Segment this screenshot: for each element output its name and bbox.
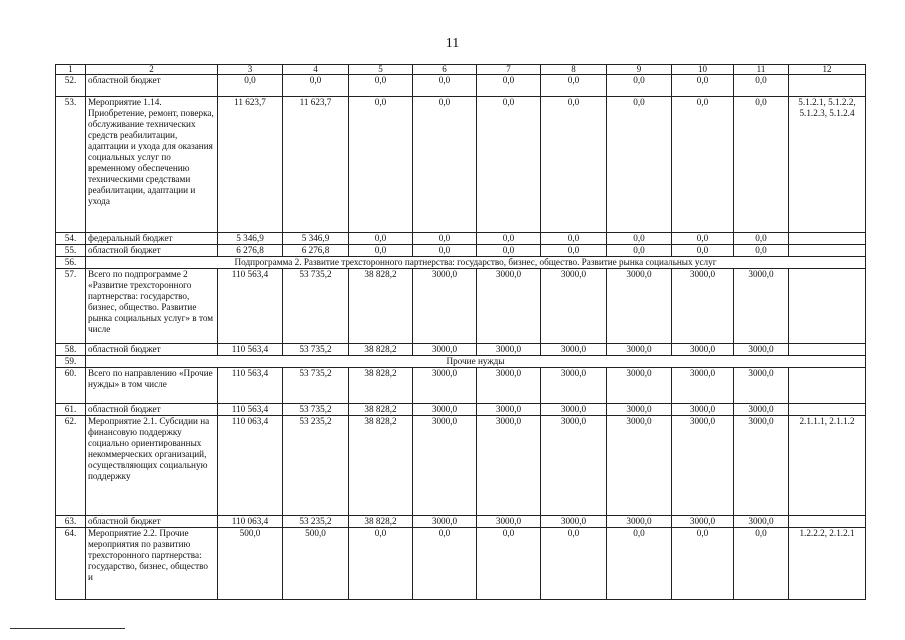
amount-cell: 0,0 [672,97,734,233]
indicator-codes: 2.1.1.1, 2.1.1.2 [789,416,866,516]
amount-cell: 0,0 [413,97,477,233]
amount-cell: 0,0 [349,233,413,245]
amount-cell: 3000,0 [477,416,541,516]
column-number: 5 [349,65,413,75]
amount-cell: 0,0 [607,245,672,257]
budget-table [55,64,866,600]
amount-cell: 3000,0 [477,404,541,416]
amount-cell: 3000,0 [477,368,541,404]
row-description: федеральный бюджет [86,233,218,245]
amount-cell: 3000,0 [413,416,477,516]
column-number: 2 [86,65,218,75]
amount-cell: 3000,0 [734,368,789,404]
table-row [56,75,866,97]
amount-cell: 3000,0 [672,269,734,344]
amount-cell: 0,0 [541,233,607,245]
amount-cell: 3000,0 [607,404,672,416]
row-description: областной бюджет [86,404,218,416]
amount-cell: 3000,0 [477,269,541,344]
amount-cell: 6 276,8 [283,245,349,257]
table-row [56,416,866,516]
indicator-codes [789,245,866,257]
amount-cell: 3000,0 [413,368,477,404]
amount-cell: 3000,0 [672,368,734,404]
indicator-codes [789,368,866,404]
amount-cell: 0,0 [541,245,607,257]
footnote-separator [10,628,125,629]
amount-cell: 38 828,2 [349,269,413,344]
amount-cell: 110 563,4 [218,344,283,356]
row-number: 59. [56,356,86,368]
amount-cell: 500,0 [218,528,283,600]
amount-cell: 3000,0 [541,404,607,416]
amount-cell: 38 828,2 [349,516,413,528]
amount-cell: 38 828,2 [349,368,413,404]
amount-cell: 11 623,7 [218,97,283,233]
indicator-codes [789,404,866,416]
amount-cell: 3000,0 [672,404,734,416]
amount-cell: 3000,0 [672,516,734,528]
amount-cell: 3000,0 [734,344,789,356]
amount-cell: 500,0 [283,528,349,600]
amount-cell: 110 563,4 [218,404,283,416]
amount-cell: 0,0 [349,75,413,97]
amount-cell: 3000,0 [413,269,477,344]
row-number: 52. [56,75,86,97]
column-number: 6 [413,65,477,75]
table-row [56,516,866,528]
amount-cell: 0,0 [349,245,413,257]
amount-cell: 3000,0 [607,516,672,528]
amount-cell: 0,0 [283,75,349,97]
column-number: 9 [607,65,672,75]
column-number-row [56,65,866,75]
indicator-codes [789,344,866,356]
indicator-codes: 5.1.2.1, 5.1.2.2, 5.1.2.3, 5.1.2.4 [789,97,866,233]
amount-cell: 3000,0 [541,416,607,516]
table-row [56,245,866,257]
amount-cell: 3000,0 [672,416,734,516]
row-description: областной бюджет [86,245,218,257]
amount-cell: 0,0 [477,528,541,600]
row-description: Всего по подпрограмме 2 «Развитие трехсторонного партнерства: государство, бизнес, общество. Развитие рынка социальных услуг» в том числе [86,269,218,344]
amount-cell: 0,0 [541,528,607,600]
amount-cell: 0,0 [477,75,541,97]
amount-cell: 3000,0 [607,269,672,344]
amount-cell: 53 735,2 [283,404,349,416]
amount-cell: 3000,0 [607,416,672,516]
amount-cell: 0,0 [734,97,789,233]
amount-cell: 38 828,2 [349,416,413,516]
amount-cell: 3000,0 [541,516,607,528]
amount-cell: 11 623,7 [283,97,349,233]
amount-cell: 0,0 [413,75,477,97]
indicator-codes [789,269,866,344]
amount-cell: 0,0 [672,245,734,257]
row-number: 64. [56,528,86,600]
table-row [56,97,866,233]
amount-cell: 0,0 [477,97,541,233]
amount-cell: 5 346,9 [218,233,283,245]
row-description: областной бюджет [86,516,218,528]
row-number: 61. [56,404,86,416]
amount-cell: 0,0 [607,528,672,600]
amount-cell: 110 563,4 [218,269,283,344]
amount-cell: 3000,0 [413,516,477,528]
amount-cell: 3000,0 [477,344,541,356]
amount-cell: 3000,0 [607,368,672,404]
amount-cell: 0,0 [413,233,477,245]
amount-cell: 0,0 [477,245,541,257]
amount-cell: 3000,0 [541,368,607,404]
table-row [56,269,866,344]
amount-cell: 38 828,2 [349,404,413,416]
amount-cell: 3000,0 [734,404,789,416]
row-number: 56. [56,257,86,269]
amount-cell: 3000,0 [477,516,541,528]
table-row [56,344,866,356]
section-row [56,257,866,269]
column-number: 3 [218,65,283,75]
amount-cell: 0,0 [541,97,607,233]
row-description: Всего по направлению «Прочие нужды» в том числе [86,368,218,404]
amount-cell: 0,0 [607,233,672,245]
row-number: 60. [56,368,86,404]
row-description: Мероприятие 2.1. Субсидии на финансовую поддержку социально ориентированных некоммерческих организаций, осуществляющих социальную поддержку [86,416,218,516]
amount-cell: 38 828,2 [349,344,413,356]
row-number: 63. [56,516,86,528]
row-number: 57. [56,269,86,344]
amount-cell: 3000,0 [734,416,789,516]
amount-cell: 6 276,8 [218,245,283,257]
amount-cell: 3000,0 [607,344,672,356]
amount-cell: 0,0 [734,75,789,97]
row-description: областной бюджет [86,344,218,356]
amount-cell: 3000,0 [734,269,789,344]
amount-cell: 3000,0 [734,516,789,528]
amount-cell: 0,0 [349,528,413,600]
column-number: 10 [672,65,734,75]
table-row [56,528,866,600]
amount-cell: 0,0 [607,97,672,233]
amount-cell: 3000,0 [413,404,477,416]
column-number: 1 [56,65,86,75]
indicator-codes [789,516,866,528]
indicator-codes [789,75,866,97]
row-description: Мероприятие 2.2. Прочие мероприятия по развитию трехсторонного партнерства: государство, бизнес, общество и [86,528,218,600]
amount-cell: 0,0 [218,75,283,97]
row-number: 62. [56,416,86,516]
row-description: областной бюджет [86,75,218,97]
amount-cell: 110 063,4 [218,416,283,516]
row-number: 53. [56,97,86,233]
amount-cell: 0,0 [672,75,734,97]
amount-cell: 110 563,4 [218,368,283,404]
table-row [56,368,866,404]
column-number: 11 [734,65,789,75]
amount-cell: 0,0 [672,528,734,600]
section-row [56,356,866,368]
amount-cell: 53 235,2 [283,416,349,516]
amount-cell: 53 735,2 [283,368,349,404]
row-number: 55. [56,245,86,257]
amount-cell: 53 235,2 [283,516,349,528]
column-number: 4 [283,65,349,75]
row-number: 54. [56,233,86,245]
amount-cell: 3000,0 [672,344,734,356]
row-description: Мероприятие 1.14. Приобретение, ремонт, поверка, обслуживание технических средств реабилитации, адаптации и ухода для оказания социальных услуг по временному обеспечению техническими средствами реабилитации, адаптации и ухода [86,97,218,233]
amount-cell: 0,0 [541,75,607,97]
section-title: Подпрограмма 2. Развитие трехсторонного партнерства: государство, бизнес, общество. Развитие рынка социальных услуг [86,257,866,269]
section-title: Прочие нужды [86,356,866,368]
column-number: 8 [541,65,607,75]
amount-cell: 0,0 [734,245,789,257]
table-body [56,75,866,600]
indicator-codes [789,233,866,245]
amount-cell: 3000,0 [541,344,607,356]
amount-cell: 110 063,4 [218,516,283,528]
table-row [56,233,866,245]
amount-cell: 0,0 [607,75,672,97]
amount-cell: 5 346,9 [283,233,349,245]
amount-cell: 0,0 [734,528,789,600]
row-number: 58. [56,344,86,356]
indicator-codes: 1.2.2.2, 2.1.2.1 [789,528,866,600]
amount-cell: 0,0 [349,97,413,233]
column-number: 12 [789,65,866,75]
amount-cell: 3000,0 [541,269,607,344]
amount-cell: 0,0 [413,245,477,257]
amount-cell: 53 735,2 [283,344,349,356]
amount-cell: 0,0 [477,233,541,245]
table-row [56,404,866,416]
amount-cell: 0,0 [413,528,477,600]
page-number: 11 [445,36,460,51]
amount-cell: 53 735,2 [283,269,349,344]
amount-cell: 0,0 [672,233,734,245]
amount-cell: 3000,0 [413,344,477,356]
column-number: 7 [477,65,541,75]
amount-cell: 0,0 [734,233,789,245]
